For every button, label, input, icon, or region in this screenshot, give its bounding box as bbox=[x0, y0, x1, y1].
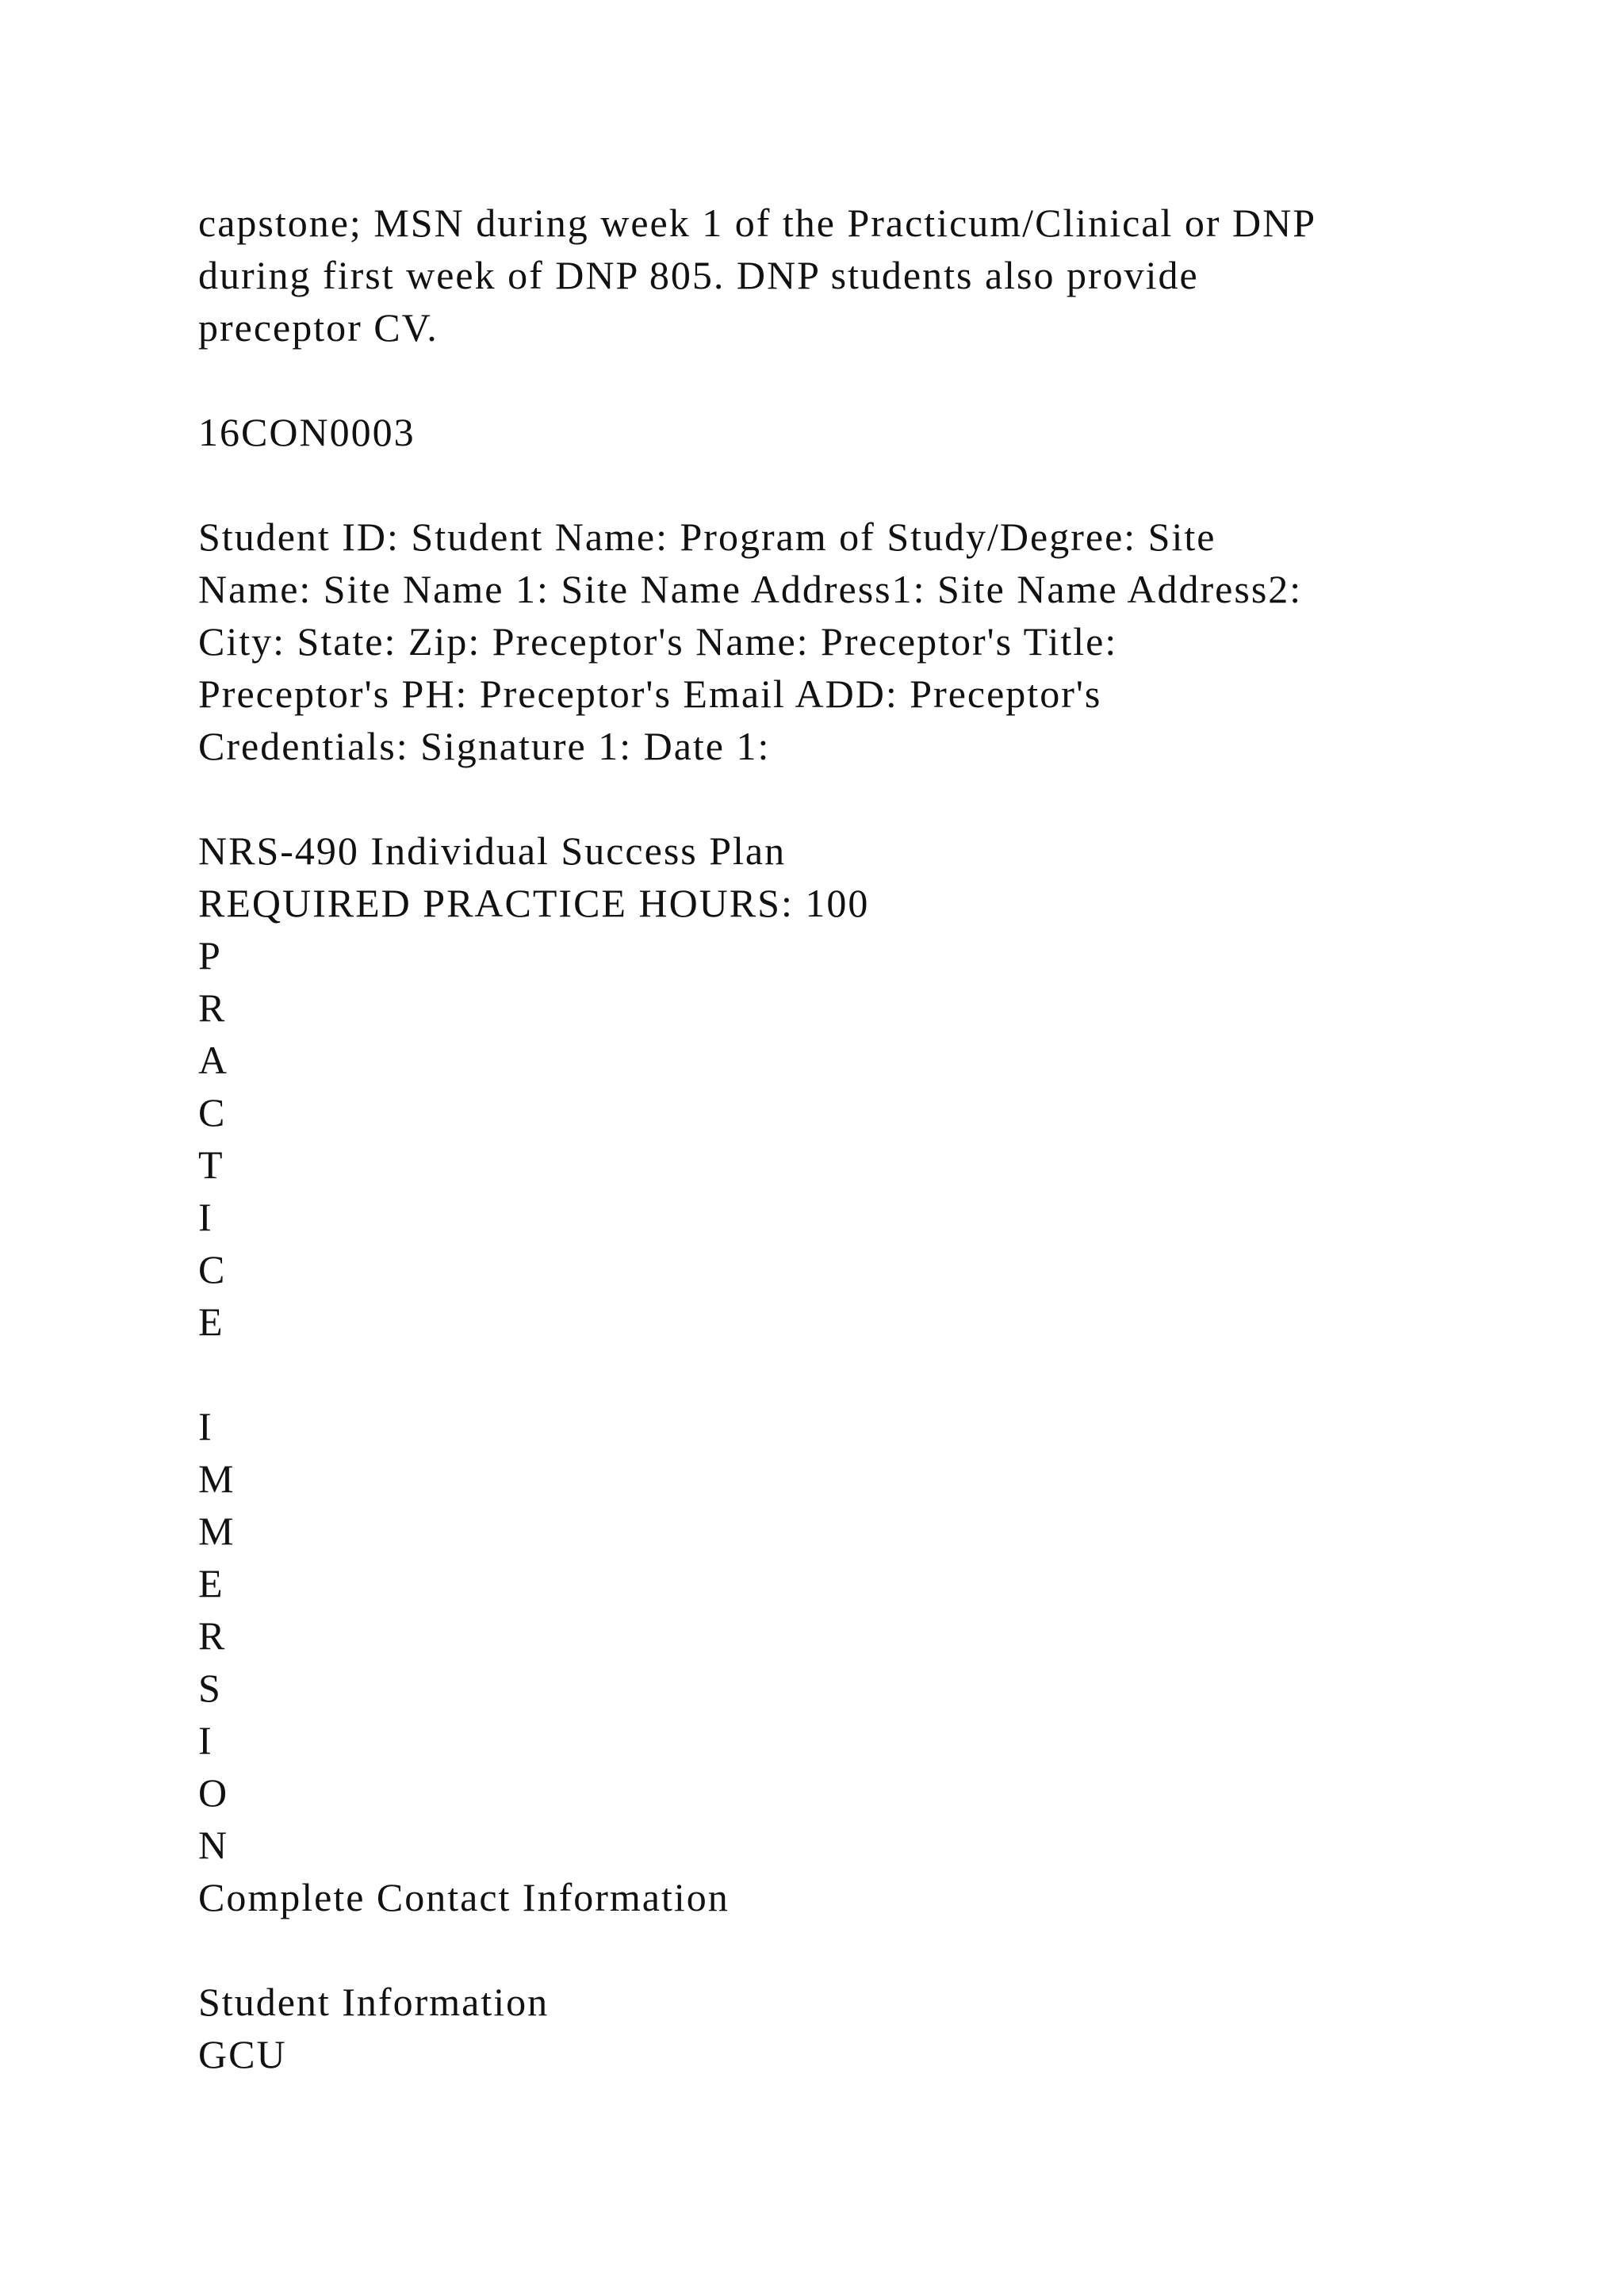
plan-title: NRS-490 Individual Success Plan bbox=[198, 828, 787, 873]
vertical-letter: T bbox=[198, 1142, 224, 1187]
vertical-letter: P bbox=[198, 933, 222, 978]
vertical-letter: M bbox=[198, 1456, 236, 1501]
vertical-letter: O bbox=[198, 1770, 229, 1815]
field-line: Name: Site Name 1: Site Name Address1: Site Name Address2: bbox=[198, 567, 1303, 611]
vertical-letter: E bbox=[198, 1561, 224, 1605]
institution-name: GCU bbox=[198, 2032, 287, 2076]
required-hours: REQUIRED PRACTICE HOURS: 100 bbox=[198, 881, 870, 925]
vertical-letter: C bbox=[198, 1247, 227, 1292]
vertical-letter: E bbox=[198, 1299, 224, 1344]
vertical-letter: I bbox=[198, 1718, 213, 1762]
vertical-letter: R bbox=[198, 985, 227, 1030]
field-line: Credentials: Signature 1: Date 1: bbox=[198, 724, 771, 768]
intro-line: preceptor CV. bbox=[198, 305, 439, 350]
field-line: City: State: Zip: Preceptor's Name: Preceptor's Title: bbox=[198, 619, 1118, 664]
vertical-letter: M bbox=[198, 1509, 236, 1553]
field-line: Student ID: Student Name: Program of Study/Degree: Site bbox=[198, 515, 1216, 559]
spacer bbox=[198, 354, 1499, 406]
field-line: Preceptor's PH: Preceptor's Email ADD: Preceptor's bbox=[198, 672, 1102, 716]
vertical-letter: A bbox=[198, 1038, 229, 1082]
intro-line: during first week of DNP 805. DNP students also provide bbox=[198, 253, 1199, 297]
vertical-letter: C bbox=[198, 1090, 227, 1135]
vertical-letter: S bbox=[198, 1666, 222, 1710]
form-code: 16CON0003 bbox=[198, 410, 416, 454]
student-info-heading: Student Information bbox=[198, 1980, 550, 2024]
vertical-letter: N bbox=[198, 1823, 229, 1867]
contact-heading: Complete Contact Information bbox=[198, 1875, 730, 1919]
spacer bbox=[198, 772, 1499, 825]
spacer bbox=[198, 1923, 1499, 1976]
vertical-letter: I bbox=[198, 1195, 213, 1239]
vertical-letter: R bbox=[198, 1613, 227, 1658]
intro-line: capstone; MSN during week 1 of the Practicum/Clinical or DNP bbox=[198, 201, 1317, 245]
vertical-letter: I bbox=[198, 1404, 213, 1448]
spacer bbox=[198, 1348, 1499, 1400]
document-body bbox=[198, 197, 1499, 2080]
spacer bbox=[198, 458, 1499, 511]
